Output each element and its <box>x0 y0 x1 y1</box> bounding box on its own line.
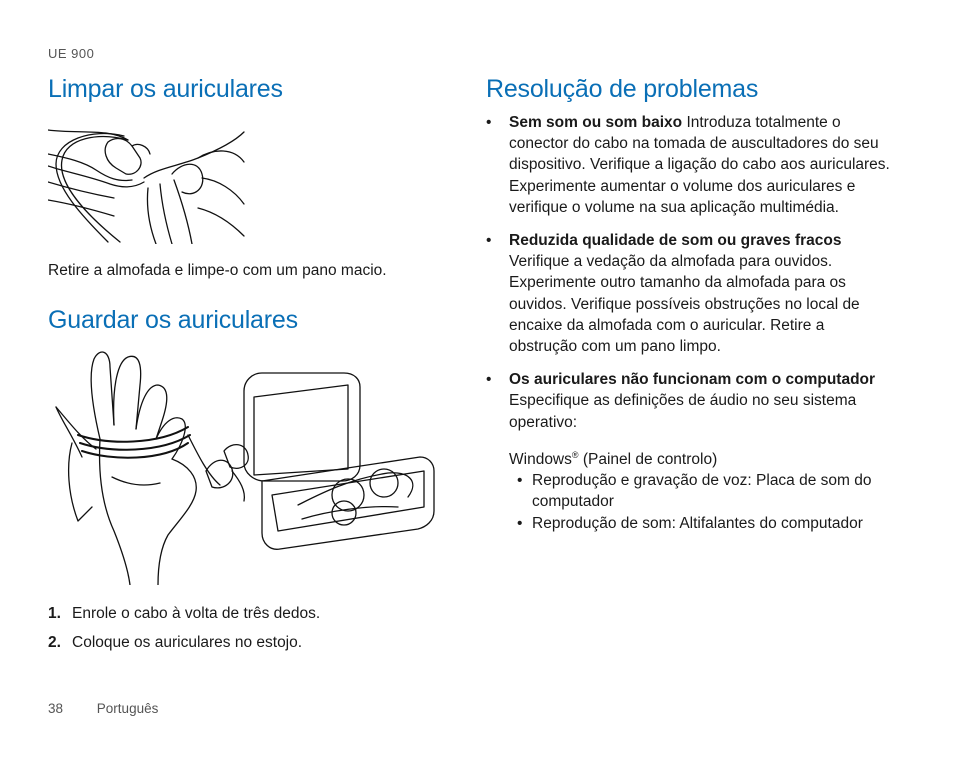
clean-caption: Retire a almofada e limpe-o com um pano macio. <box>48 262 387 279</box>
bullet-glyph: • <box>517 472 523 490</box>
page-footer <box>48 701 158 716</box>
item-text: Especifique as definições de áudio no seu sistema operativo: <box>509 371 893 431</box>
store-section-title: Guardar os auriculares <box>48 306 298 334</box>
item-title: Os auriculares não funcionam com o computador <box>509 371 876 389</box>
troubleshooting-list <box>486 112 896 433</box>
troubleshooting-item <box>486 112 896 218</box>
troubleshooting-title: Resolução de problemas <box>486 75 759 103</box>
storage-steps <box>48 603 448 653</box>
windows-subitems <box>509 470 896 534</box>
footer-language: Português <box>96 701 159 716</box>
cleaning-illustration <box>48 118 248 244</box>
step-item <box>48 603 448 624</box>
windows-block <box>486 445 896 534</box>
step-text: Coloque os auriculares no estojo. <box>72 634 303 651</box>
step-number: 1. <box>48 605 61 622</box>
subitem-text: Reprodução e gravação de voz: Placa de som do computador <box>532 472 872 511</box>
subitem-text: Reprodução de som: Altifalantes do computador <box>532 514 863 532</box>
bullet-glyph: • <box>486 114 492 131</box>
windows-subitem <box>509 513 896 534</box>
registered-mark: ® <box>571 449 579 460</box>
windows-subitem <box>509 470 896 512</box>
windows-rest: (Painel de controlo) <box>578 451 718 468</box>
step-item <box>48 632 448 653</box>
bullet-glyph: • <box>486 232 492 250</box>
troubleshooting-item <box>486 369 896 433</box>
item-title: Reduzida qualidade de som ou graves fracos <box>509 232 842 250</box>
left-column <box>48 74 448 653</box>
item-title: Sem som ou som baixo <box>509 114 683 131</box>
item-text: Verifique a vedação da almofada para ouvidos. Experimente outro tamanho da almofada para os ouvidos. Verifique possíveis obstruções no local de encaixe da almofada com o auricular. Retire a obstrução com um pano limpo. <box>509 232 864 356</box>
windows-label: Windows <box>509 451 572 468</box>
windows-heading <box>509 445 896 470</box>
step-text: Enrole o cabo à volta de três dedos. <box>72 605 321 622</box>
troubleshooting-item <box>486 230 896 357</box>
bullet-glyph: • <box>517 514 523 532</box>
bullet-glyph: • <box>486 371 492 389</box>
storage-illustration <box>48 345 438 585</box>
clean-section-title: Limpar os auriculares <box>48 75 283 103</box>
running-header: UE 900 <box>48 46 95 61</box>
page-number: 38 <box>48 701 64 716</box>
right-column <box>486 74 896 534</box>
step-number: 2. <box>48 634 61 651</box>
item-text: Introduza totalmente o conector do cabo na tomada de auscultadores do seu dispositivo. Verifique a ligação do cabo aos auriculares. Experimente aumentar o volume dos auriculares e verifique o volume na sua aplicação multimédia. <box>509 114 890 216</box>
